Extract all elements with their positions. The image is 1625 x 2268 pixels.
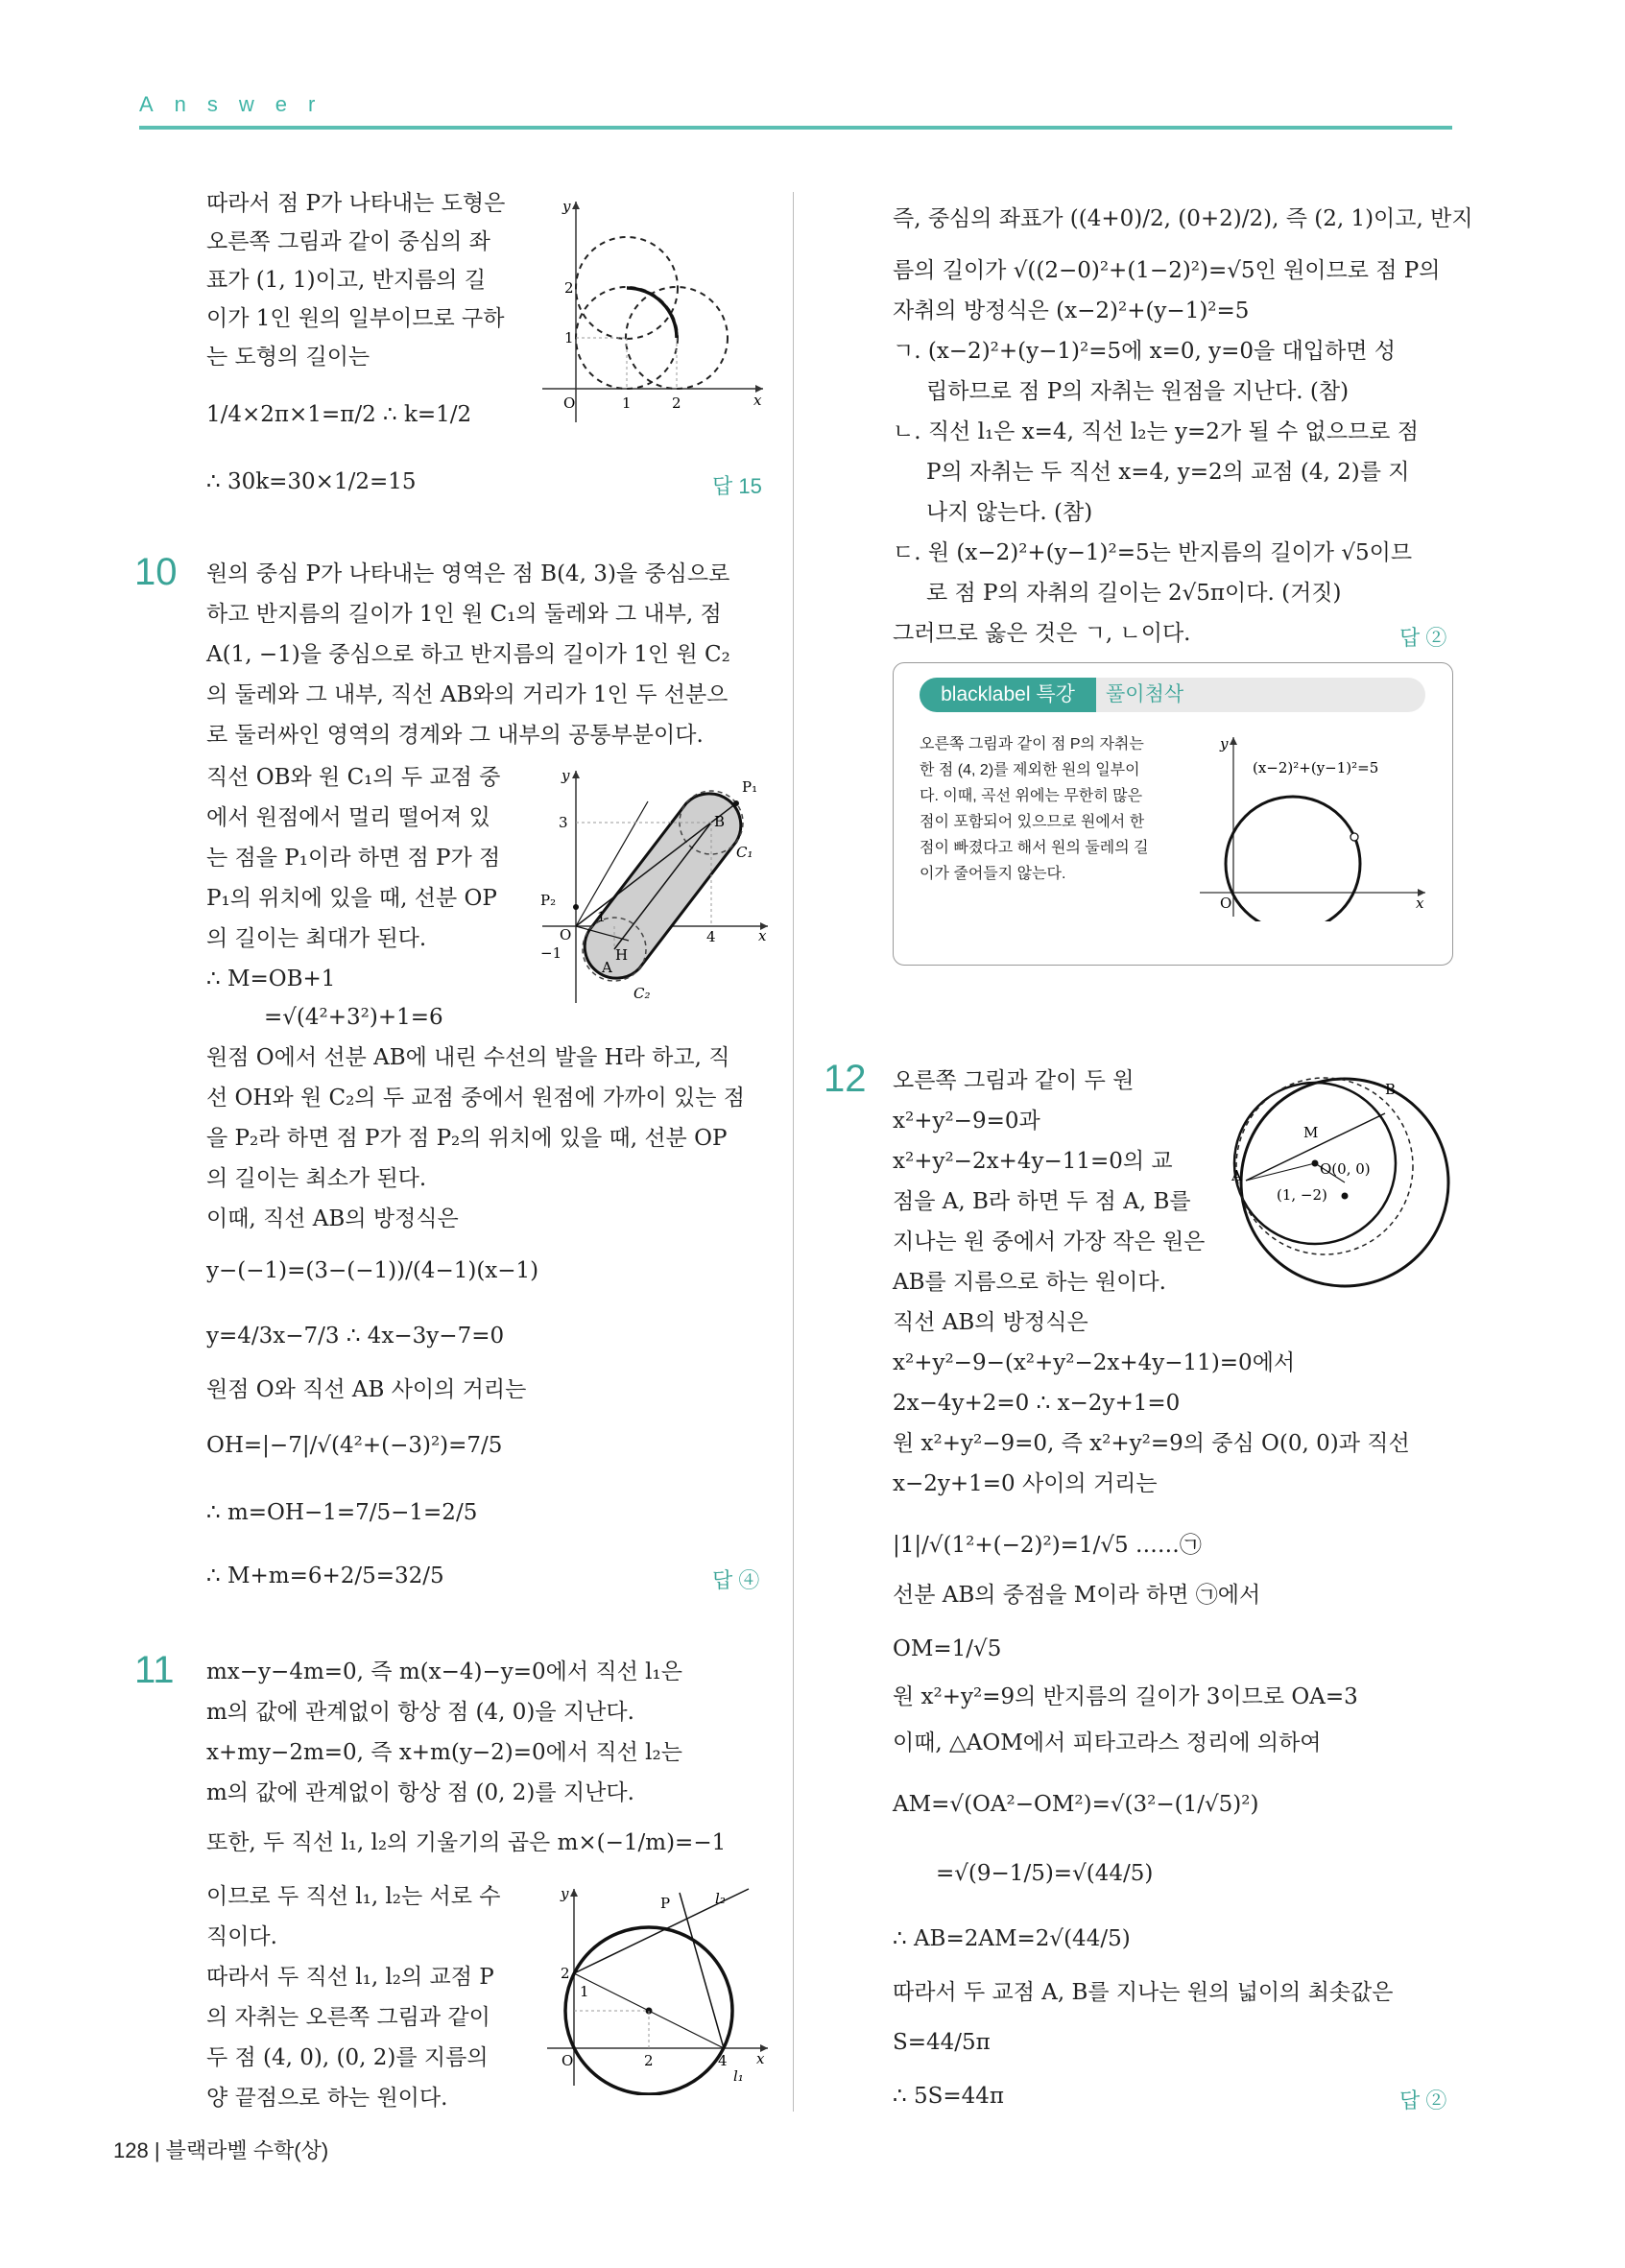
p11-line: 따라서 두 직선 l₁, l₂의 교점 P xyxy=(206,1965,494,1990)
fig-intro-tick: 2 xyxy=(672,394,681,412)
p11-cont-line: 로 점 P의 자취의 길이는 2√5π이다. (거짓) xyxy=(926,581,1342,606)
p11-answer: 답 ② xyxy=(1399,626,1447,650)
p12-line: 점을 A, B라 하면 두 점 A, B를 xyxy=(893,1189,1191,1214)
p10-line: 원의 중심 P가 나타내는 영역은 점 B(4, 3)을 중심으로 xyxy=(206,561,730,586)
fig11-label: O xyxy=(562,2052,574,2069)
tip-line: 다. 이때, 곡선 위에는 무한히 많은 xyxy=(920,788,1143,804)
intro-line: 1/4×2π×1=π/2 ∴ k=1/2 xyxy=(206,402,472,427)
p12-line: 2x−4y+2=0 ∴ x−2y+1=0 xyxy=(893,1391,1181,1416)
intro-line: 오른쪽 그림과 같이 중심의 좌 xyxy=(206,229,490,254)
p10-line: 원점 O에서 선분 AB에 내린 수선의 발을 H라 하고, 직 xyxy=(206,1045,730,1070)
p11-cont-line: ㄱ. (x−2)²+(y−1)²=5에 x=0, y=0을 대입하면 성 xyxy=(893,339,1396,364)
p11-line: 양 끝점으로 하는 원이다. xyxy=(206,2086,448,2111)
fig-intro-tick: 1 xyxy=(564,329,574,346)
p12-line: 직선 AB의 방정식은 xyxy=(893,1310,1088,1335)
intro-line: 이가 1인 원의 일부이므로 구하 xyxy=(206,306,505,331)
p11-cont-line: P의 자취는 두 직선 x=4, y=2의 교점 (4, 2)를 지 xyxy=(926,460,1410,485)
p10-line: 을 P₂라 하면 점 P가 점 P₂의 위치에 있을 때, 선분 OP xyxy=(206,1126,728,1151)
fig12-label: A xyxy=(1231,1167,1242,1184)
p11-line: 이므로 두 직선 l₁, l₂는 서로 수 xyxy=(206,1884,501,1909)
problem-number: 10 xyxy=(134,551,178,593)
p12-line: ∴ 5S=44π xyxy=(893,2084,1004,2109)
fig11-label: l₁ xyxy=(733,2067,744,2085)
intro-line: 표가 (1, 1)이고, 반지름의 길 xyxy=(206,268,487,293)
tip-line: 이가 줄어들지 않는다. xyxy=(920,866,1066,882)
tip-badge-subtitle: 풀이첨삭 xyxy=(1106,683,1184,705)
p10-line: =√(4²+3²)+1=6 xyxy=(264,1005,443,1030)
p10-line: 이때, 직선 AB의 방정식은 xyxy=(206,1206,459,1231)
p12-line: 따라서 두 교점 A, B를 지나는 원의 넓이의 최솟값은 xyxy=(893,1980,1394,2005)
p10-line: 의 둘레와 그 내부, 직선 AB와의 거리가 1인 두 선분으 xyxy=(206,682,729,707)
p10-line: OH=|−7|/√(4²+(−3)²)=7/5 xyxy=(206,1433,503,1458)
page-number: 128 xyxy=(113,2138,149,2162)
tip-badge-title: blacklabel 특강 xyxy=(920,678,1096,712)
page-footer xyxy=(113,2135,328,2164)
column-divider xyxy=(793,192,794,2112)
fig10-label: H xyxy=(615,946,629,964)
p10-line: P₁의 위치에 있을 때, 선분 OP xyxy=(206,886,497,911)
p12-line: 원 x²+y²−9=0, 즉 x²+y²=9의 중심 O(0, 0)과 직선 xyxy=(893,1431,1410,1456)
tip-line: 한 점 (4, 2)를 제외한 원의 일부이 xyxy=(920,762,1140,778)
p12-line: ∴ AB=2AM=2√(44/5) xyxy=(893,1926,1131,1951)
fig12-label: M xyxy=(1303,1124,1319,1141)
intro-line: 는 도형의 길이는 xyxy=(206,345,370,370)
fig-intro-origin: O xyxy=(563,394,576,412)
fig-intro-tick: 2 xyxy=(564,279,574,297)
fig12-label: B xyxy=(1385,1081,1397,1098)
p11-cont-line: 름의 길이가 √((2−0)²+(1−2)²)=√5인 원이므로 점 P의 xyxy=(893,258,1441,283)
intro-answer: 답 15 xyxy=(712,474,762,498)
p10-line: y−(−1)=(3−(−1))/(4−1)(x−1) xyxy=(206,1258,539,1283)
p10-line: ∴ M=OB+1 xyxy=(206,967,336,991)
fig11-label: 2 xyxy=(644,2052,654,2069)
p10-line: 직선 OB와 원 C₁의 두 교점 중 xyxy=(206,765,501,790)
p12-line: 오른쪽 그림과 같이 두 원 xyxy=(893,1068,1135,1093)
tip-line: 오른쪽 그림과 같이 점 P의 자취는 xyxy=(920,736,1144,752)
fig10-label: 1 xyxy=(597,910,606,925)
problem-number: 12 xyxy=(824,1058,867,1100)
book-title: 블랙라벨 수학(상) xyxy=(165,2138,329,2162)
p10-line: ∴ m=OH−1=7/5−1=2/5 xyxy=(206,1500,478,1525)
fig12-label: (1, −2) xyxy=(1277,1186,1327,1204)
fig10-label: A xyxy=(602,959,612,976)
fig10-label: P₂ xyxy=(540,892,557,909)
footer-separator: | xyxy=(154,2138,166,2162)
figure-11-graph xyxy=(538,1879,773,2095)
fig-intro-axis: x xyxy=(753,392,762,409)
fig10-axis: x xyxy=(758,927,767,944)
p12-line: =√(9−1/5)=√(44/5) xyxy=(936,1861,1154,1886)
p10-line: A(1, −1)을 중심으로 하고 반지름의 길이가 1인 원 C₂ xyxy=(206,642,730,667)
p12-line: OM=1/√5 xyxy=(893,1636,1002,1661)
p10-line: 에서 원점에서 멀리 떨어져 있 xyxy=(206,805,490,830)
tip-line: 점이 포함되어 있으므로 원에서 한 xyxy=(920,814,1145,830)
p12-line: |1|/√(1²+(−2)²)=1/√5 ……㉠ xyxy=(893,1533,1202,1558)
p11-cont-line: 나지 않는다. (참) xyxy=(926,500,1093,525)
p12-line: 선분 AB의 중점을 M이라 하면 ㉠에서 xyxy=(893,1583,1261,1608)
fig-intro-tick: 1 xyxy=(622,394,632,412)
figure-10-graph xyxy=(533,763,777,1013)
p10-line: 하고 반지름의 길이가 1인 원 C₁의 둘레와 그 내부, 점 xyxy=(206,602,722,627)
p12-line: x²+y²−9=0과 xyxy=(893,1109,1040,1134)
p11-cont-line: ㄴ. 직선 l₁은 x=4, 직선 l₂는 y=2가 될 수 없으므로 점 xyxy=(893,419,1419,444)
tip-line: 점이 빠졌다고 해서 원의 둘레의 길 xyxy=(920,840,1149,856)
p10-line: ∴ M+m=6+2/5=32/5 xyxy=(206,1564,444,1588)
p12-line: x−2y+1=0 사이의 거리는 xyxy=(893,1471,1158,1496)
p10-answer: 답 ④ xyxy=(712,1568,760,1592)
header-label: Answer xyxy=(139,92,337,116)
fig10-axis: y xyxy=(562,767,570,784)
p12-line: 원 x²+y²=9의 반지름의 길이가 3이므로 OA=3 xyxy=(893,1684,1358,1709)
p11-line: m의 값에 관계없이 항상 점 (0, 2)를 지난다. xyxy=(206,1780,634,1805)
p11-line: 직이다. xyxy=(206,1924,277,1949)
fig12-label: O(0, 0) xyxy=(1320,1160,1371,1178)
p12-line: S=44/5π xyxy=(893,2030,991,2055)
p11-cont-line: ㄷ. 원 (x−2)²+(y−1)²=5는 반지름의 길이가 √5이므 xyxy=(893,540,1413,565)
p11-line: 두 점 (4, 0), (0, 2)를 지름의 xyxy=(206,2045,489,2070)
fig10-label: −1 xyxy=(540,944,562,962)
intro-line: ∴ 30k=30×1/2=15 xyxy=(206,469,417,494)
p10-line: y=4/3x−7/3 ∴ 4x−3y−7=0 xyxy=(206,1324,505,1349)
p11-line: x+my−2m=0, 즉 x+m(y−2)=0에서 직선 l₂는 xyxy=(206,1740,682,1765)
p11-line: 의 자취는 오른쪽 그림과 같이 xyxy=(206,2005,490,2030)
p10-line: 의 길이는 최소가 된다. xyxy=(206,1166,427,1191)
p12-line: x²+y²−9−(x²+y²−2x+4y−11)=0에서 xyxy=(893,1350,1296,1375)
figure-intro-graph xyxy=(533,192,768,427)
fig10-label: B xyxy=(714,813,726,830)
fig10-label: P₁ xyxy=(742,778,758,796)
p11-cont-line: 즉, 중심의 좌표가 ((4+0)/2, (0+2)/2), 즉 (2, 1)이고, 반지 xyxy=(893,206,1473,231)
fig11-label: P xyxy=(660,1895,671,1912)
p12-line: AB를 지름으로 하는 원이다. xyxy=(893,1270,1166,1295)
fig10-label: 4 xyxy=(706,928,716,945)
p10-line: 로 둘러싸인 영역의 경계와 그 내부의 공통부분이다. xyxy=(206,723,704,748)
p12-line: 이때, △AOM에서 피타고라스 정리에 의하여 xyxy=(893,1731,1322,1755)
tip-graph-axis: x xyxy=(1416,895,1424,912)
fig10-label: C₁ xyxy=(736,844,753,861)
p12-answer: 답 ② xyxy=(1399,2089,1447,2113)
tip-graph-origin: O xyxy=(1220,895,1232,912)
fig11-label: 2 xyxy=(561,1965,570,1982)
p12-line: 지나는 원 중에서 가장 작은 원은 xyxy=(893,1229,1206,1254)
fig10-label: C₂ xyxy=(633,985,651,1002)
fig10-label: 3 xyxy=(559,814,568,831)
fig11-label: 1 xyxy=(580,1983,589,2000)
p10-line: 선 OH와 원 C₂의 두 교점 중에서 원점에 가까이 있는 점 xyxy=(206,1086,745,1110)
fig11-label: 4 xyxy=(718,2052,728,2069)
fig11-label: l₂ xyxy=(715,1890,726,1907)
p12-line: AM=√(OA²−OM²)=√(3²−(1/√5)²) xyxy=(893,1792,1259,1817)
fig-intro-axis: y xyxy=(562,198,571,215)
figure-12-graph xyxy=(1224,1075,1464,1305)
fig11-axis: x xyxy=(756,2050,765,2067)
p10-line: 의 길이는 최대가 된다. xyxy=(206,926,427,951)
p11-cont-line: 자취의 방정식은 (x−2)²+(y−1)²=5 xyxy=(893,298,1250,323)
intro-line: 따라서 점 P가 나타내는 도형은 xyxy=(206,191,506,216)
p10-line: 원점 O와 직선 AB 사이의 거리는 xyxy=(206,1377,527,1402)
problem-number: 11 xyxy=(134,1649,175,1691)
p11-line: mx−y−4m=0, 즉 m(x−4)−y=0에서 직선 l₁은 xyxy=(206,1659,682,1684)
p11-line: 또한, 두 직선 l₁, l₂의 기울기의 곱은 m×(−1/m)=−1 xyxy=(206,1830,727,1855)
p10-line: 는 점을 P₁이라 하면 점 P가 점 xyxy=(206,846,501,871)
fig10-label: O xyxy=(560,926,572,943)
fig11-axis: y xyxy=(561,1885,569,1902)
header-rule xyxy=(139,126,1452,130)
p11-cont-line: 립하므로 점 P의 자취는 원점을 지난다. (참) xyxy=(926,379,1350,404)
p11-cont-line: 그러므로 옳은 것은 ㄱ, ㄴ이다. xyxy=(893,621,1191,646)
tip-graph-axis: y xyxy=(1220,735,1229,752)
p11-line: m의 값에 관계없이 항상 점 (4, 0)을 지난다. xyxy=(206,1700,634,1725)
tip-box-graph xyxy=(1195,729,1435,921)
tip-graph-eq: (x−2)²+(y−1)²=5 xyxy=(1253,759,1379,776)
p12-line: x²+y²−2x+4y−11=0의 교 xyxy=(893,1149,1173,1174)
